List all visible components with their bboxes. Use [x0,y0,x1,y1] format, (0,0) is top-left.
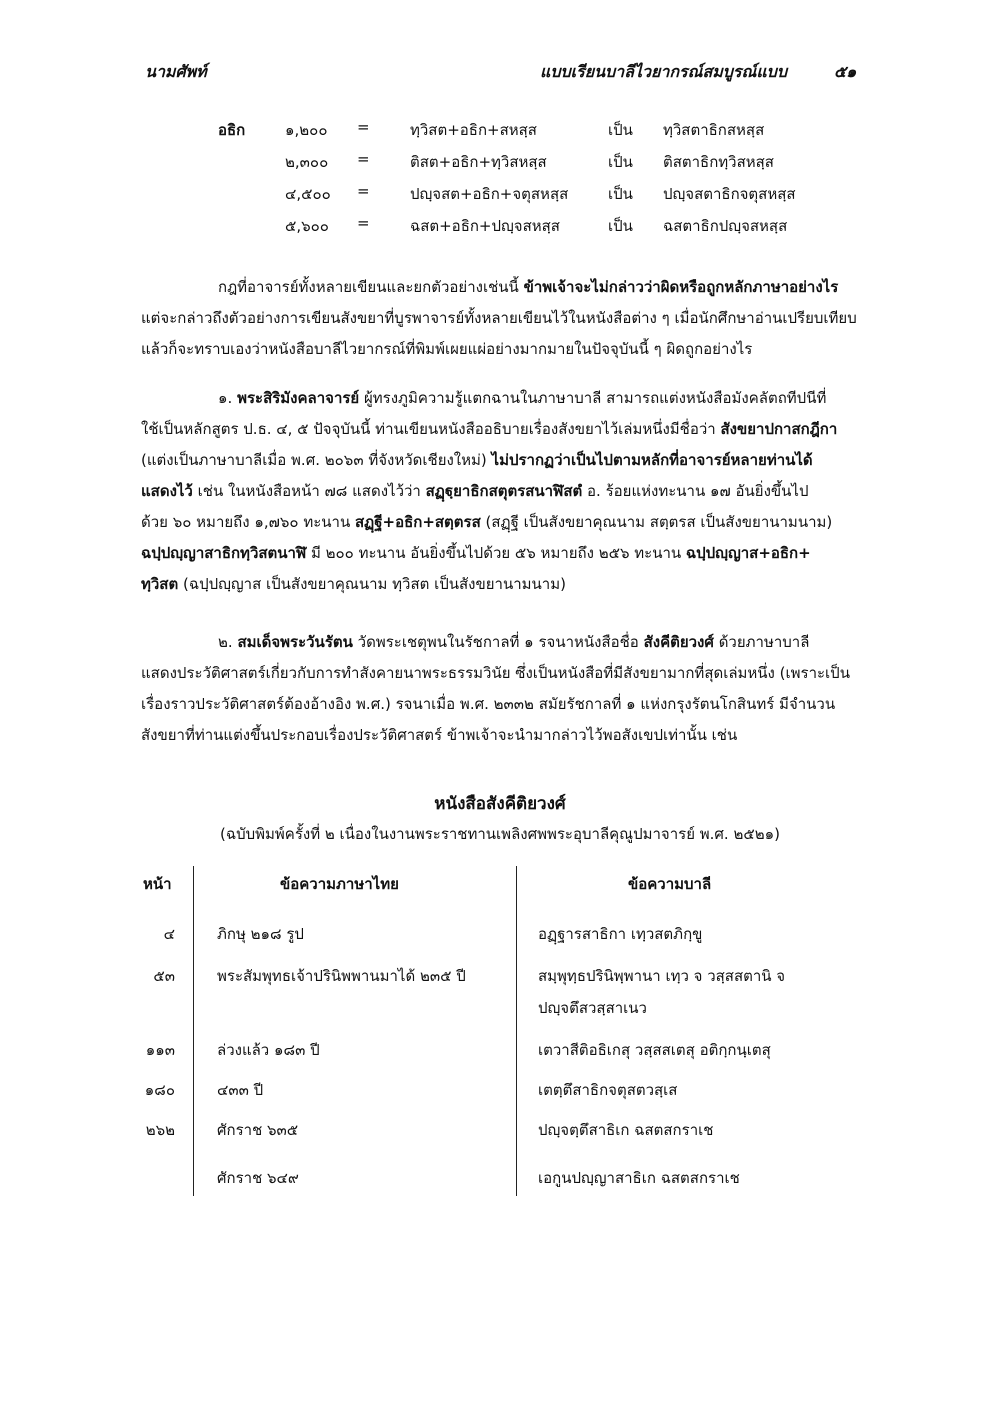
text-run: วัดพระเชตุพนในรัชกาลที่ ๑ รจนาหนังสือชื่อ [357,633,639,651]
example-parts: ฉสต+อธิก+ปญฺจสหสฺส [410,217,560,235]
text-run: (แต่งเป็นภาษาบาลีเมื่อ พ.ศ. ๒๐๖๓ ที่จังหวัดเชียงใหม่) [141,451,487,469]
example-parts: ติสต+อธิก+ทฺวิสหสฺส [410,153,547,171]
adhika-label: อธิก [218,121,246,139]
table-cell-page: ๑๑๓ [145,1041,175,1059]
bold-run: สฏฺฐี+อธิก+สตฺตรส [355,513,481,531]
book-subtitle: (ฉบับพิมพ์ครั้งที่ ๒ เนื่องในงานพระราชทานเพลิงศพพระอุบาลีคุณูปมาจารย์ พ.ศ. ๒๕๒๑) [220,825,780,843]
table-cell-pali: สมฺพุทฺธปรินิพฺพานา เทฺว จ วสฺสสตานิ จ [538,967,786,985]
text-run: เช่น ในหนังสือหน้า ๗๘ แสดงไว้ว่า [197,482,421,500]
example-result: ปญฺจสตาธิกจตุสหสฺส [663,185,796,203]
table-cell-page: ๕๓ [153,967,175,985]
table-cell-thai: ศักราช ๖๓๕ [217,1121,299,1139]
text-run: มี ๒๐๐ ทะนาน อันยิ่งขึ้นไปด้วย ๕๖ หมายถึง ๒๕๖ ทะนาน [310,544,682,562]
bold-run: พระสิริมังคลาจารย์ [237,389,360,407]
paragraph-line [141,507,861,538]
table-cell-pali: ปญฺจตึสวสฺสาเนว [538,999,647,1017]
example-parts: ทฺวิสต+อธิก+สหสฺส [410,121,537,139]
paragraph-line [141,414,861,445]
book-title: หนังสือสังคีติยวงศ์ [434,794,566,814]
item-number: ๑. [218,389,233,407]
running-header-title: แบบเรียนบาลีไวยากรณ์สมบูรณ์แบบ [540,62,787,81]
table-cell-thai: ภิกษุ ๒๑๘ รูป [217,925,304,943]
bold-run: แสดงไว้ [141,482,193,500]
column-divider [193,866,194,1196]
table-cell-page: ๔ [163,925,175,943]
paragraph-line [141,569,861,600]
paragraph-line: สังขยาที่ท่านแต่งขึ้นประกอบเรื่องประวัติศาสตร์ ข้าพเจ้าจะนำมากล่าวไว้พอสังเขปเท่านั้น เช่น [141,726,738,744]
item-1-paragraph [141,383,861,600]
paragraph-line: แต่จะกล่าวถึงตัวอย่างการเขียนสังขยาที่บูรพาจารย์ทั้งหลายเขียนไว้ในหนังสือต่าง ๆ เมื่อนักศึกษาอ่านเปรียบเทียบ [141,309,857,327]
table-cell-pali: อฏฺฐารสาธิกา เทฺวสตภิกฺขู [538,925,703,943]
example-is: เป็น [608,217,633,235]
column-header-page: หน้า [143,875,172,893]
paragraph-line [141,272,861,303]
text-run: ใช้เป็นหลักสูตร ป.ธ. ๔, ๕ ปัจจุบันนี้ ท่านเขียนหนังสืออธิบายเรื่องสังขยาไว้เล่มหนึ่งมีชื่อว่า [141,420,716,438]
bold-run: ข้าพเจ้าจะไม่กล่าวว่าผิดหรือถูกหลักภาษาอย่างไร [523,278,839,296]
text-run: ด้วยภาษาบาลี [718,633,810,651]
table-cell-thai: ล่วงแล้ว ๑๘๓ ปี [217,1041,320,1059]
example-is: เป็น [608,185,633,203]
bold-run: ฉปฺปญฺญาส+อธิก+ [685,544,811,562]
example-result: ติสตาธิกทฺวิสหสฺส [663,153,774,171]
item-number: ๒. [218,633,233,651]
table-cell-pali: ปญฺจตฺตึสาธิเก ฉสตสกราเช [538,1121,714,1139]
text-run: กฎที่อาจารย์ทั้งหลายเขียนและยกตัวอย่างเช่นนี้ [218,278,519,296]
bold-run: สังคีติยวงศ์ [643,633,714,651]
paragraph-line [141,627,861,658]
table-cell-thai: ศักราช ๖๔๙ [217,1169,299,1187]
table-cell-pali: เตตฺตึสาธิกจตุสตวสฺเส [538,1081,678,1099]
running-header-left: นามศัพท์ [145,62,207,81]
text-run: ผู้ทรงภูมิความรู้แตกฉานในภาษาบาลี สามารถแต่งหนังสือมังคลัตถทีปนีที่ [364,389,827,407]
text-run: อ. ร้อยแห่งทะนาน ๑๗ อันยิ่งขึ้นไป [587,482,809,500]
text-run: (สฏฺฐี เป็นสังขยาคุณนาม สตฺตรส เป็นสังขยานามนาม) [485,513,833,531]
example-equals: = [357,118,370,136]
bold-run: สฏฺฐฺยาธิกสตุตรสนาฬิสตํ [425,482,583,500]
example-result: ทฺวิสตาธิกสหสฺส [663,121,765,139]
bold-run: ฉปฺปญฺญาสาธิกทฺวิสตนาฬิ [141,544,307,562]
example-number: ๑,๒๐๐ [285,121,328,139]
example-number: ๒,๓๐๐ [285,153,329,171]
bold-run: ไม่ปรากฏว่าเป็นไปตามหลักที่อาจารย์หลายท่านได้ [491,451,813,469]
example-equals: = [357,214,370,232]
example-parts: ปญฺจสต+อธิก+จตุสหสฺส [410,185,569,203]
bold-run: สังขยาปกาสกฎีกา [720,420,838,438]
text-run: ด้วย ๖๐ หมายถึง ๑,๗๖๐ ทะนาน [141,513,351,531]
column-header-pali: ข้อความบาลี [628,875,712,893]
table-cell-thai: พระสัมพุทธเจ้าปรินิพพานมาได้ ๒๓๕ ปี [217,967,466,985]
column-divider [516,866,517,1196]
paragraph-line: แสดงประวัติศาสตร์เกี่ยวกับการทำสังคายนาพระธรรมวินัย ซึ่งเป็นหนังสือที่มีสังขยามากที่สุดเล่มหนึ่ง (เพราะเป็น [141,664,850,682]
example-is: เป็น [608,153,633,171]
paragraph-line: เรื่องราวประวัติศาสตร์ต้องอ้างอิง พ.ศ.) รจนาเมื่อ พ.ศ. ๒๓๓๒ สมัยรัชกาลที่ ๑ แห่งกรุงรัตนโกสินทร์ มีจำนวน [141,695,836,713]
table-cell-pali: เอกูนปญฺญาสาธิเก ฉสตสกราเช [538,1169,740,1187]
example-equals: = [357,150,370,168]
paragraph-line [141,383,861,414]
text-run: (ฉปฺปญฺญาส เป็นสังขยาคุณนาม ทฺวิสต เป็นสังขยานามนาม) [183,575,566,593]
intro-paragraph [141,272,861,365]
item-2-paragraph [141,627,861,751]
table-cell-thai: ๔๓๓ ปี [217,1081,264,1099]
table-cell-page: ๒๖๒ [145,1121,175,1139]
paragraph-line [141,445,861,476]
paragraph-line [141,476,861,507]
table-cell-page: ๑๘๐ [144,1081,175,1099]
example-number: ๔,๕๐๐ [285,185,331,203]
page-number: ๕๑ [834,62,857,81]
example-result: ฉสตาธิกปญฺจสหสฺส [663,217,788,235]
example-equals: = [357,182,370,200]
bold-run: สมเด็จพระวันรัตน [237,633,353,651]
column-header-thai: ข้อความภาษาไทย [280,875,399,893]
example-number: ๕,๖๐๐ [285,217,329,235]
bold-run: ทฺวิสต [141,575,179,593]
paragraph-line: แล้วก็จะทราบเองว่าหนังสือบาลีไวยากรณ์ที่พิมพ์เผยแผ่อย่างมากมายในปัจจุบันนี้ ๆ ผิดถูกอย่างไร [141,340,753,358]
table-cell-pali: เตวาสีติอธิเกสุ วสฺสสเตสุ อติกฺกนฺเตสุ [538,1041,771,1059]
paragraph-line [141,538,861,569]
example-is: เป็น [608,121,633,139]
